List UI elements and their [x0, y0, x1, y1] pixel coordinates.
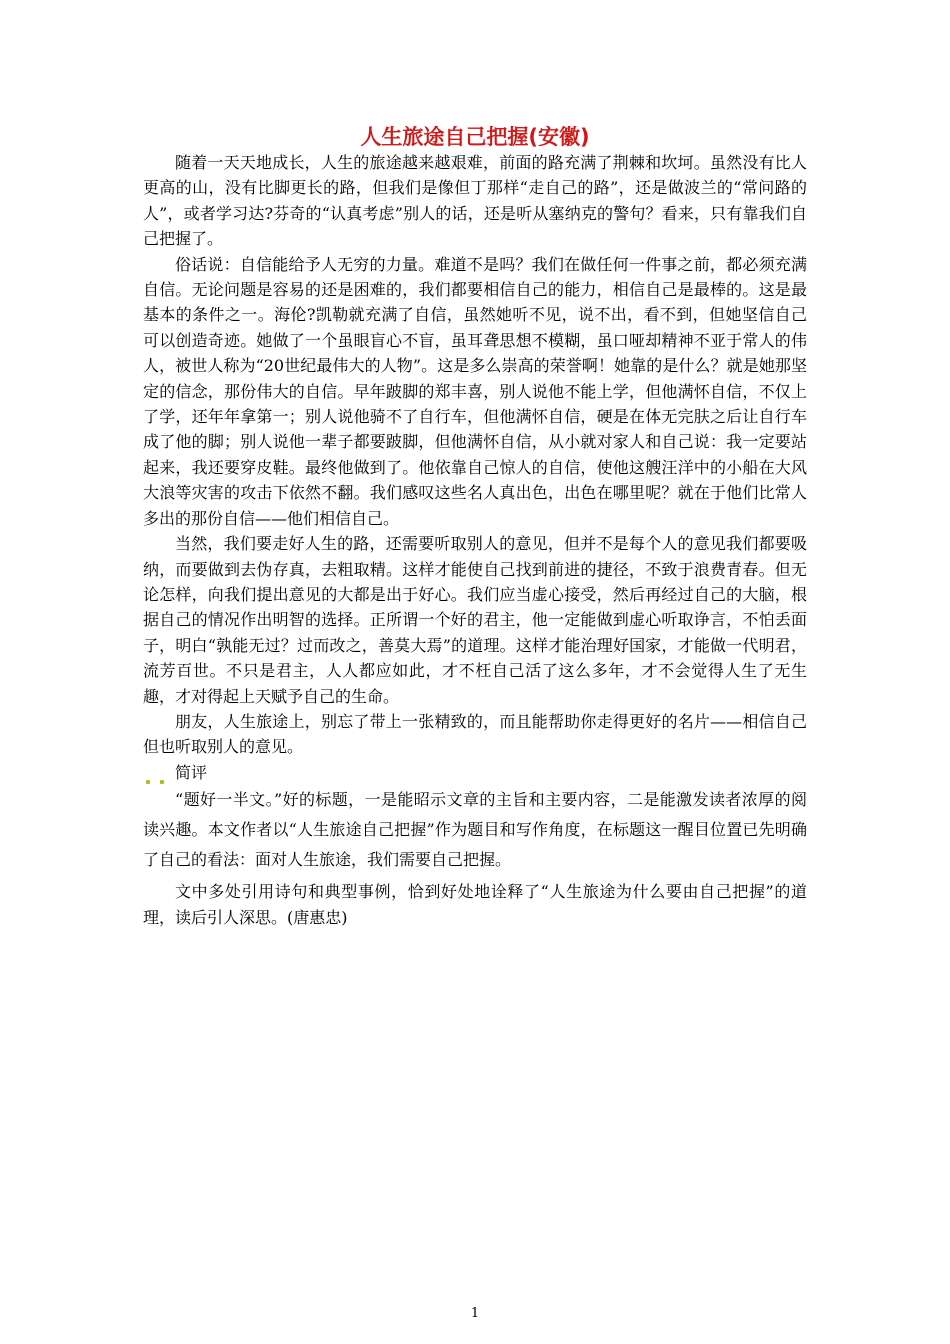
- dot-mark-icon: [146, 780, 150, 784]
- decorative-marks: [146, 776, 176, 786]
- body-paragraph-4: 朋友，人生旅途上，别忘了带上一张精致的，而且能帮助你走得更好的名片——相信自己但也听取别人的意见。: [143, 711, 807, 757]
- review-label: 简评: [175, 762, 208, 782]
- body-paragraph-3: 当然，我们要走好人生的路，还需要听取别人的意见，但并不是每个人的意见我们都要吸纳，而要做到去伪存真，去粗取精。这样才能使自己找到前进的捷径，不致于浪费青春。但无论怎样，向我们提出意见的大都是出于好心。我们应当虚心接受，然后再经过自己的大脑，根据自己的情况作出明智的选择。正所谓一个好的君主，他一定能做到虚心听取诤言，不怕丢面子，明白“孰能无过？过而改之，善莫大焉”的道理。这样才能治理好国家，才能做一代明君，流芳百世。不只是君主，人人都应如此，才不枉自己活了这么多年，才不会觉得人生了无生趣，才对得起上天赋予自己的生命。: [143, 534, 807, 706]
- dot-mark-icon: [160, 780, 164, 784]
- document-title: 人生旅途自己把握(安徽): [360, 125, 590, 149]
- page-number: 1: [470, 1306, 480, 1321]
- review-paragraph-1: “题好一半文。”好的标题，一是能昭示文章的主旨和主要内容，二是能激发读者浓厚的阅读兴趣。本文作者以“人生旅途自己把握”作为题目和写作角度，在标题这一醒目位置已先明确了自己的看法：面对人生旅途，我们需要自己把握。: [143, 790, 807, 870]
- body-paragraph-1: 随着一天天地成长，人生的旅途越来越艰难，前面的路充满了荆棘和坎坷。虽然没有比人更高的山，没有比脚更长的路，但我们是像但丁那样“走自己的路”，还是做波兰的“常问路的人”，或者学习达?芬奇的“认真考虑”别人的话，还是听从塞纳克的警句？看来，只有靠我们自己把握了。: [143, 153, 807, 249]
- body-paragraph-2: 俗话说：自信能给予人无穷的力量。难道不是吗？我们在做任何一件事之前，都必须充满自信。无论问题是容易的还是困难的，我们都要相信自己的能力，相信自己是最棒的。这是最基本的条件之一。海伦?凯勒就充满了自信，虽然她听不见，说不出，看不到，但她坚信自己可以创造奇迹。她做了一个虽眼盲心不盲，虽耳聋思想不模糊，虽口哑却精神不亚于常人的伟人，被世人称为“20世纪最伟大的人物”。这是多么崇高的荣誉啊！她靠的是什么？就是她那坚定的信念，那份伟大的自信。早年跛脚的郑丰喜，别人说他不能上学，但他满怀自信，不仅上了学，还年年拿第一；别人说他骑不了自行车，但他满怀自信，硬是在体无完肤之后让自行车成了他的脚；别人说他一辈子都要跛脚，但他满怀自信，从小就对家人和自己说：我一定要站起来，我还要穿皮鞋。最终他做到了。他依靠自己惊人的自信，使他这艘汪洋中的小船在大风大浪等灾害的攻击下依然不翻。我们感叹这些名人真出色，出色在哪里呢？就在于他们比常人多出的那份自信——他们相信自己。: [143, 254, 807, 528]
- document-page: [143, 124, 807, 931]
- review-paragraph-2: 文中多处引用诗句和典型事例，恰到好处地诠释了“人生旅途为什么要由自己把握”的道理，读后引人深思。(唐惠忠): [143, 882, 807, 928]
